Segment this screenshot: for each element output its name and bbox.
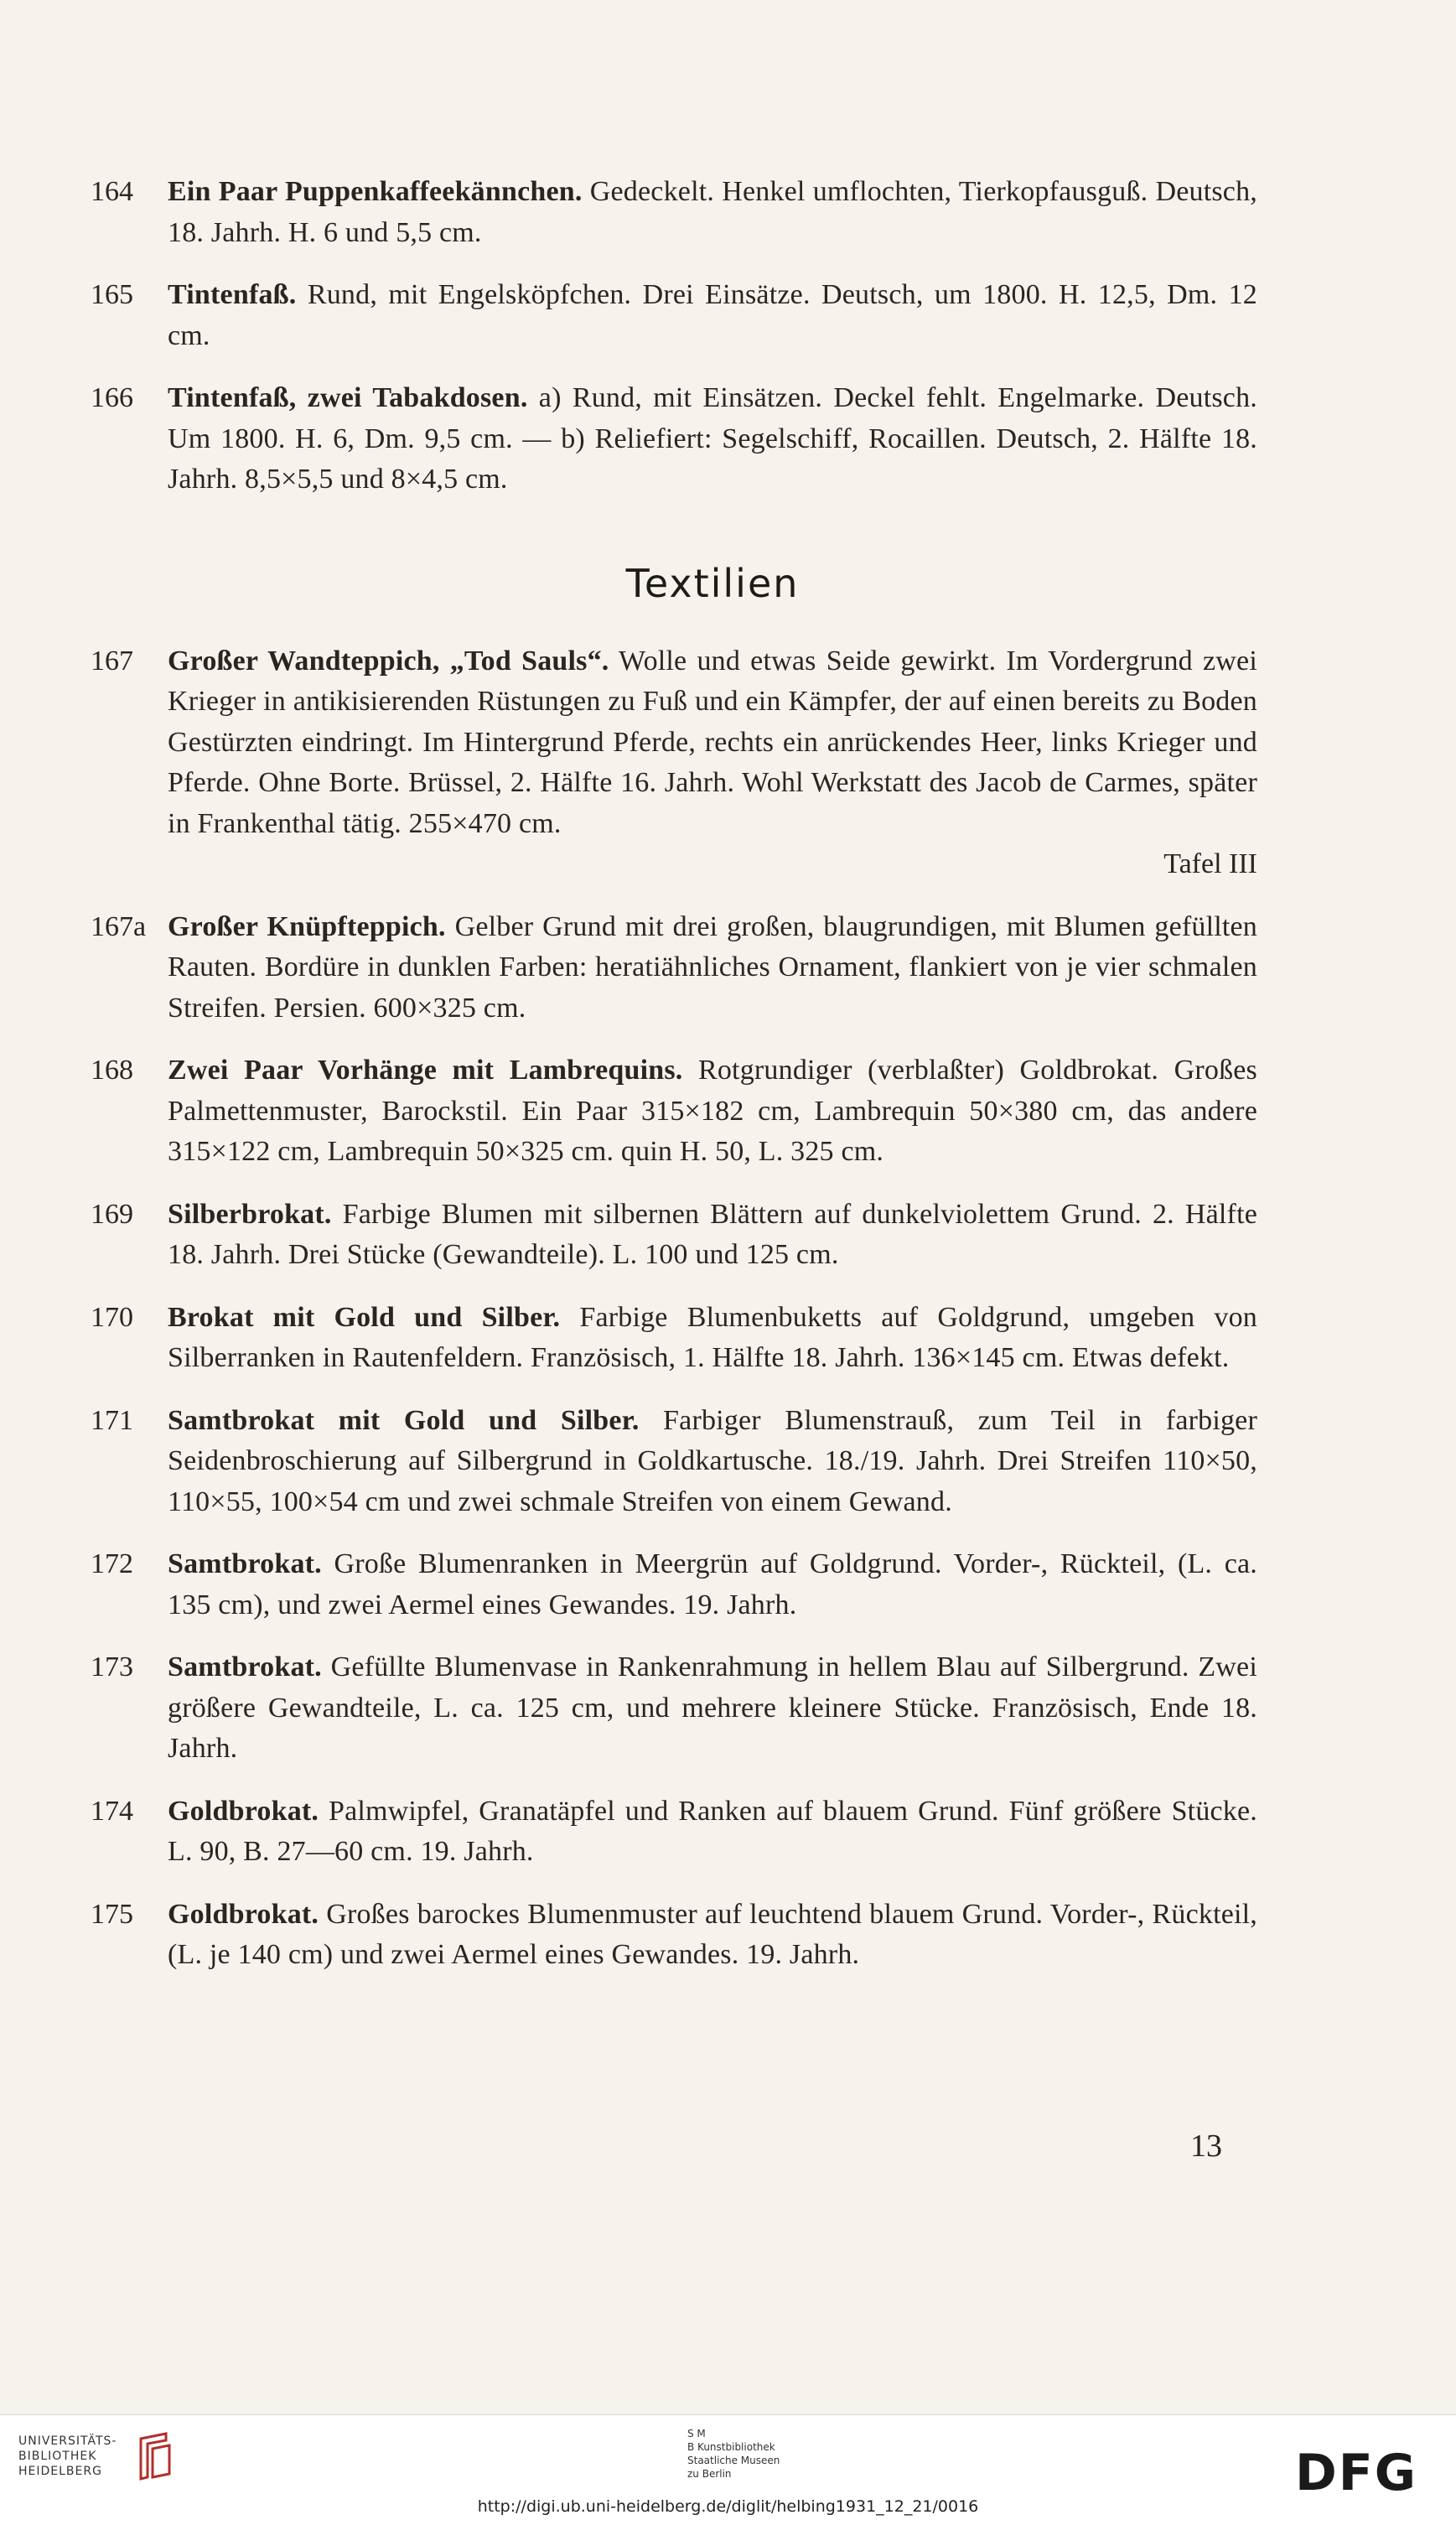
entry-170 [91, 1298, 1257, 1379]
entry-175 [91, 1895, 1257, 1976]
entry-169 [91, 1195, 1258, 1276]
entry-title: Samtbrokat mit Gold und Silber. [168, 1404, 640, 1436]
entry-text: Farbige Blumenbuketts auf Goldgrund, umgeben von Silberranken in Rautenfeldern. Französisch, 1. Hälfte 18. Jahrh. 136×145 cm. Etwas defekt. [168, 1301, 1257, 1373]
entry-title: Silberbrokat. [168, 1198, 332, 1230]
entries-textiles [91, 641, 1258, 1976]
entry-title: Brokat mit Gold und Silber. [168, 1301, 561, 1333]
catalog-text [91, 172, 1258, 1998]
entry-text: Gelber Grund mit drei großen, blaugrundigen, mit Blumen gefüllten Rauten. Bordüre in dunklen Farben: heratiähnliches Ornament, flankiert von je vier schmalen Streifen. Persien. 600×325 cm. [168, 910, 1258, 1024]
entry-text: Großes barockes Blumenmuster auf leuchtend blauem Grund. Vorder-, Rückteil, (L. je 140 cm) und zwei Aermel eines Gewandes. 19. Jahrh. [168, 1898, 1257, 1970]
dfg-logo[interactable]: DFG [1295, 2444, 1418, 2502]
entry-title: Samtbrokat. [168, 1548, 322, 1579]
entry-text: Gefüllte Blumenvase in Rankenrahmung in hellem Blau auf Silbergrund. Zwei größere Gewandteile, L. ca. 125 cm, und mehrere kleinere Stücke. Französisch, Ende 18. Jahrh. [168, 1651, 1257, 1764]
entry-title: Ein Paar Puppenkaffeekännchen. [168, 176, 583, 207]
university-mark-icon [132, 2430, 176, 2482]
university-logo-line: BIBLIOTHEK [18, 2450, 97, 2463]
entry-167a [91, 907, 1258, 1029]
entry-title: Großer Knüpfteppich. [168, 910, 446, 942]
entry-number: 169 [91, 1198, 133, 1230]
entry-number: 173 [91, 1651, 133, 1682]
entry-text: a) Rund, mit Einsätzen. Deckel fehlt. Engelmarke. Deutsch. Um 1800. H. 6, Dm. 9,5 cm. — b) Reliefiert: Segelschiff, Rocaillen. Deutsch, 2. Hälfte 18. Jahrh. 8,5×5,5 und 8×4,5 cm. [168, 382, 1257, 495]
stamp-line: B Kunstbibliothek [687, 2441, 775, 2453]
page-number: 13 [1190, 2128, 1222, 2164]
entries-top [91, 172, 1257, 500]
entry-167 [91, 641, 1257, 885]
entry-title: Großer Wandteppich, „Tod Sauls“. [168, 645, 609, 677]
entry-text: Rund, mit Engelsköpfchen. Drei Einsätze. Deutsch, um 1800. H. 12,5, Dm. 12 cm. [168, 279, 1257, 351]
section-heading: Textilien [625, 560, 800, 606]
university-logo-line: HEIDELBERG [18, 2465, 102, 2478]
university-library-logo[interactable] [18, 2434, 117, 2479]
permalink-url[interactable]: http://digi.ub.uni-heidelberg.de/diglit/helbing1931_12_21/0016 [477, 2497, 979, 2516]
entry-168 [91, 1050, 1257, 1173]
viewer-footer [0, 2414, 1456, 2525]
entry-165 [91, 275, 1257, 356]
stamp-line: Staatliche Museen [687, 2455, 780, 2466]
entry-171 [91, 1401, 1257, 1523]
entry-title: Tintenfaß, zwei Tabakdosen. [168, 382, 528, 413]
entry-174 [91, 1791, 1257, 1873]
entry-number: 174 [91, 1795, 133, 1827]
entry-text: Wolle und etwas Seide gewirkt. Im Vordergrund zwei Krieger in antikisierenden Rüstungen zu Fuß und ein Kämpfer, der auf einen bereits zu Boden Gestürzten eindringt. Im Hintergrund Pferde, rechts ein anrückendes Heer, links Krieger und Pferde. Ohne Borte. Brüssel, 2. Hälfte 16. Jahrh. Wohl Werkstatt des Jacob de Carmes, später in Frankenthal tätig. 255×470 cm. [168, 645, 1257, 839]
entry-number: 171 [91, 1404, 133, 1436]
entry-text: Große Blumenranken in Meergrün auf Goldgrund. Vorder-, Rückteil, (L. ca. 135 cm), und zwei Aermel eines Gewandes. 19. Jahrh. [168, 1548, 1258, 1620]
university-logo-line: UNIVERSITÄTS- [18, 2434, 117, 2448]
entry-172 [91, 1544, 1258, 1625]
plate-reference: Tafel III [1163, 848, 1257, 879]
entry-164 [91, 172, 1257, 253]
entry-173 [91, 1647, 1257, 1770]
entry-text: Rotgrundiger (verblaßter) Goldbrokat. Großes Palmettenmuster, Barockstil. Ein Paar 315×182 cm, Lambrequin 50×380 cm, das andere 315×122 cm, Lambrequin 50×325 cm. quin H. 50, L. 325 cm. [168, 1055, 1257, 1167]
entry-166 [91, 378, 1257, 500]
stamp-line: zu Berlin [687, 2468, 732, 2480]
entry-text: Gedeckelt. Henkel umflochten, Tierkopfausguß. Deutsch, 18. Jahrh. H. 6 und 5,5 cm. [168, 176, 1257, 248]
entry-number: 165 [91, 279, 133, 310]
entry-number: 167 [91, 645, 133, 677]
entry-number: 170 [91, 1301, 133, 1333]
entry-title: Goldbrokat. [168, 1898, 319, 1930]
entry-number: 167a [91, 910, 147, 942]
entry-number: 164 [91, 176, 133, 207]
museum-stamp [687, 2427, 780, 2481]
entry-number: 166 [91, 382, 133, 413]
entry-number: 172 [91, 1548, 133, 1579]
entry-number: 168 [91, 1055, 133, 1086]
entry-title: Goldbrokat. [168, 1795, 319, 1827]
stamp-line: S M [687, 2428, 706, 2439]
entry-text: Farbiger Blumenstrauß, zum Teil in farbiger Seidenbroschierung auf Silbergrund in Goldkartusche. 18./19. Jahrh. Drei Streifen 110×50, 110×55, 100×54 cm und zwei schmale Streifen von einem Gewand. [168, 1404, 1257, 1517]
entry-title: Tintenfaß. [168, 279, 297, 310]
entry-text: Farbige Blumen mit silbernen Blättern auf dunkelviolettem Grund. 2. Hälfte 18. Jahrh. Drei Stücke (Gewandteile). L. 100 und 125 cm. [168, 1198, 1258, 1270]
entry-title: Samtbrokat. [168, 1651, 322, 1682]
entry-number: 175 [91, 1898, 133, 1930]
entry-text: Palmwipfel, Granatäpfel und Ranken auf blauem Grund. Fünf größere Stücke. L. 90, B. 27—60 cm. 19. Jahrh. [168, 1795, 1257, 1867]
entry-title: Zwei Paar Vorhänge mit Lambrequins. [168, 1055, 683, 1086]
